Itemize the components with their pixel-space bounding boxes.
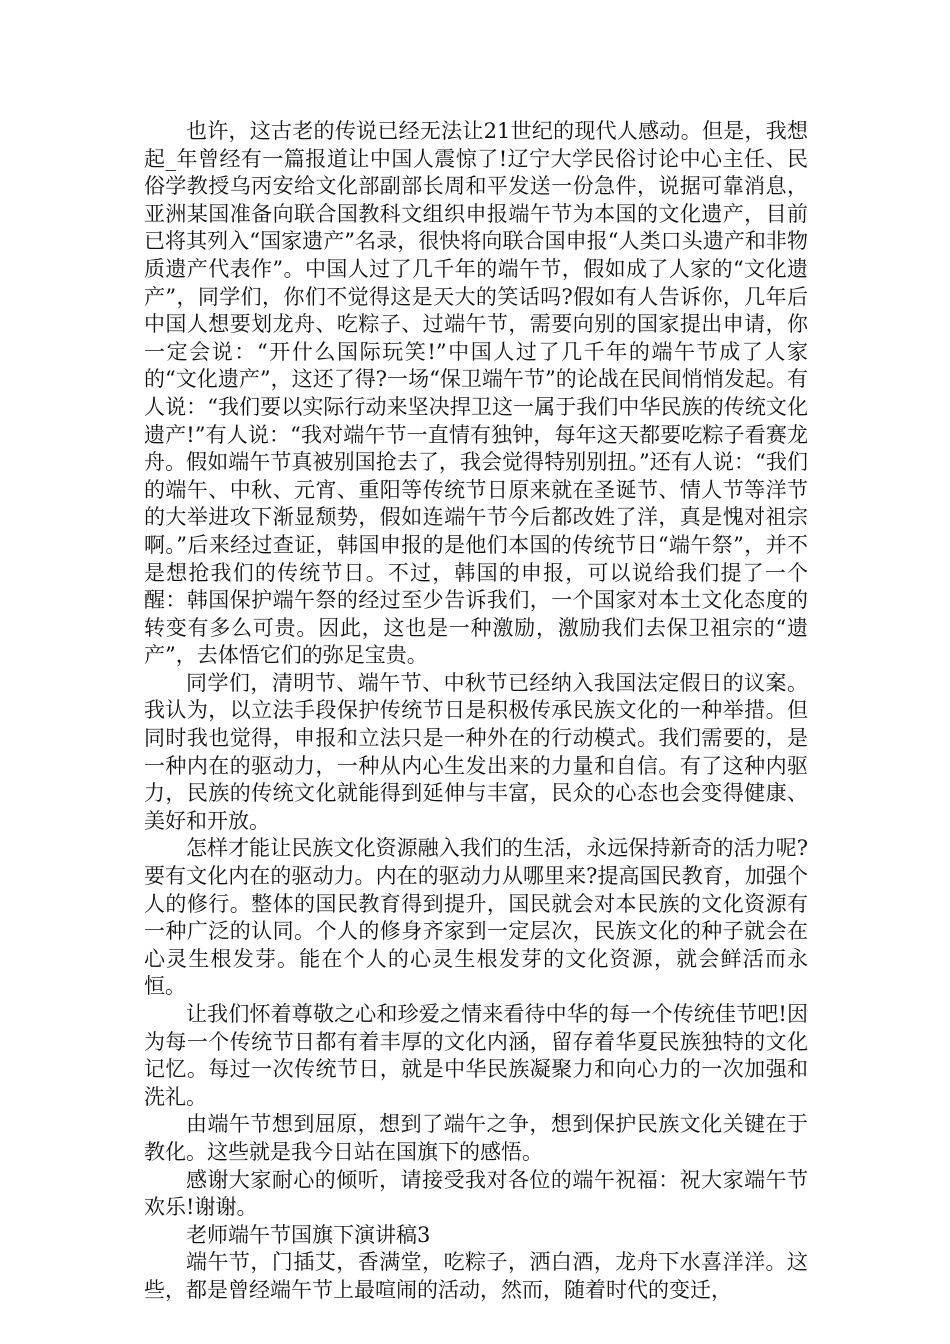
paragraph-cherish-festivals: 让我们怀着尊敬之心和珍爱之情来看待中华的每一个传统佳节吧!因为每一个传统节日都有着丰厚的文化内涵，留存着华夏民族独特的文化记忆。每过一次传统节日，就是中华民族凝聚力和向心力的一次加强和洗礼。	[144, 1002, 808, 1109]
paragraph-qu-yuan: 由端午节想到屈原，想到了端午之争，想到保护民族文化关键在于教化。这些就是我今日站在国旗下的感悟。	[144, 1112, 808, 1164]
paragraph-inner-drive: 怎样才能让民族文化资源融入我们的生活，永远保持新奇的活力呢?要有文化内在的驱动力。内在的驱动力从哪里来?提高国民教育，加强个人的修行。整体的国民教育得到提升，国民就会对本民族的文化资源有一种广泛的认同。个人的修身齐家到一定层次，民族文化的种子就会在心灵生根发芽。能在个人的心灵生根发芽的文化资源，就会鲜活而永恒。	[144, 836, 808, 999]
section-title: 老师端午节国旗下演讲稿3	[186, 1222, 431, 1247]
paragraph-festival-customs: 端午节，门插艾，香满堂，吃粽子，洒白酒，龙舟下水喜洋洋。这些，都是曾经端午节上最喧闹的活动，然而，随着时代的变迁，	[144, 1250, 808, 1302]
document-body	[144, 118, 808, 1305]
paragraph-thanks: 感谢大家耐心的倾听，请接受我对各位的端午祝福：祝大家端午节欢乐!谢谢。	[144, 1167, 808, 1220]
paragraph-legislation: 同学们，清明节、端午节、中秋节已经纳入我国法定假日的议案。我认为，以立法手段保护传统节日是积极传承民族文化的一种举措。但同时我也觉得，申报和立法只是一种外在的行动模式。我们需要的，是一种内在的驱动力，一种从内心生发出来的力量和自信。有了这种内驱力，民族的传统文化就能得到延伸与丰富，民众的心态也会变得健康、美好和开放。	[144, 670, 808, 833]
paragraph-heritage-debate: 也许，这古老的传说已经无法让21世纪的现代人感动。但是，我想起_年曾经有一篇报道让中国人震惊了!辽宁大学民俗讨论中心主任、民俗学教授乌丙安给文化部副部长周和平发送一份急件，说据可靠消息，亚洲某国准备向联合国教科文组织申报端午节为本国的文化遗产，目前已将其列入“国家遗产”名录，很快将向联合国申报“人类口头遗产和非物质遗产代表作”。中国人过了几千年的端午节，假如成了人家的“文化遗产”，同学们，你们不觉得这是天大的笑话吗?假如有人告诉你，几年后中国人想要划龙舟、吃粽子、过端午节，需要向别的国家提出申请，你一定会说：“开什么国际玩笑!”中国人过了几千年的端午节成了人家的“文化遗产”，这还了得?一场“保卫端午节”的论战在民间悄悄发起。有人说：“我们要以实际行动来坚决捍卫这一属于我们中华民族的传统文化遗产!”有人说：“我对端午节一直情有独钟，每年这天都要吃粽子看赛龙舟。假如端午节真被别国抢去了，我会觉得特别别扭。”还有人说：“我们的端午、中秋、元宵、重阳等传统节日原来就在圣诞节、情人节等洋节的大举进攻下渐显颓势，假如连端午节今后都改姓了洋，真是愧对祖宗啊。”后来经过查证，韩国申报的是他们本国的传统节日“端午祭”，并不是想抢我们的传统节日。不过，韩国的申报，可以说给我们提了一个醒：韩国保护端午祭的经过至少告诉我们，一个国家对本土文化态度的转变有多么可贵。因此，这也是一种激励，激励我们去保卫祖宗的“遗产”，去体悟它们的弥足宝贵。	[144, 119, 808, 668]
